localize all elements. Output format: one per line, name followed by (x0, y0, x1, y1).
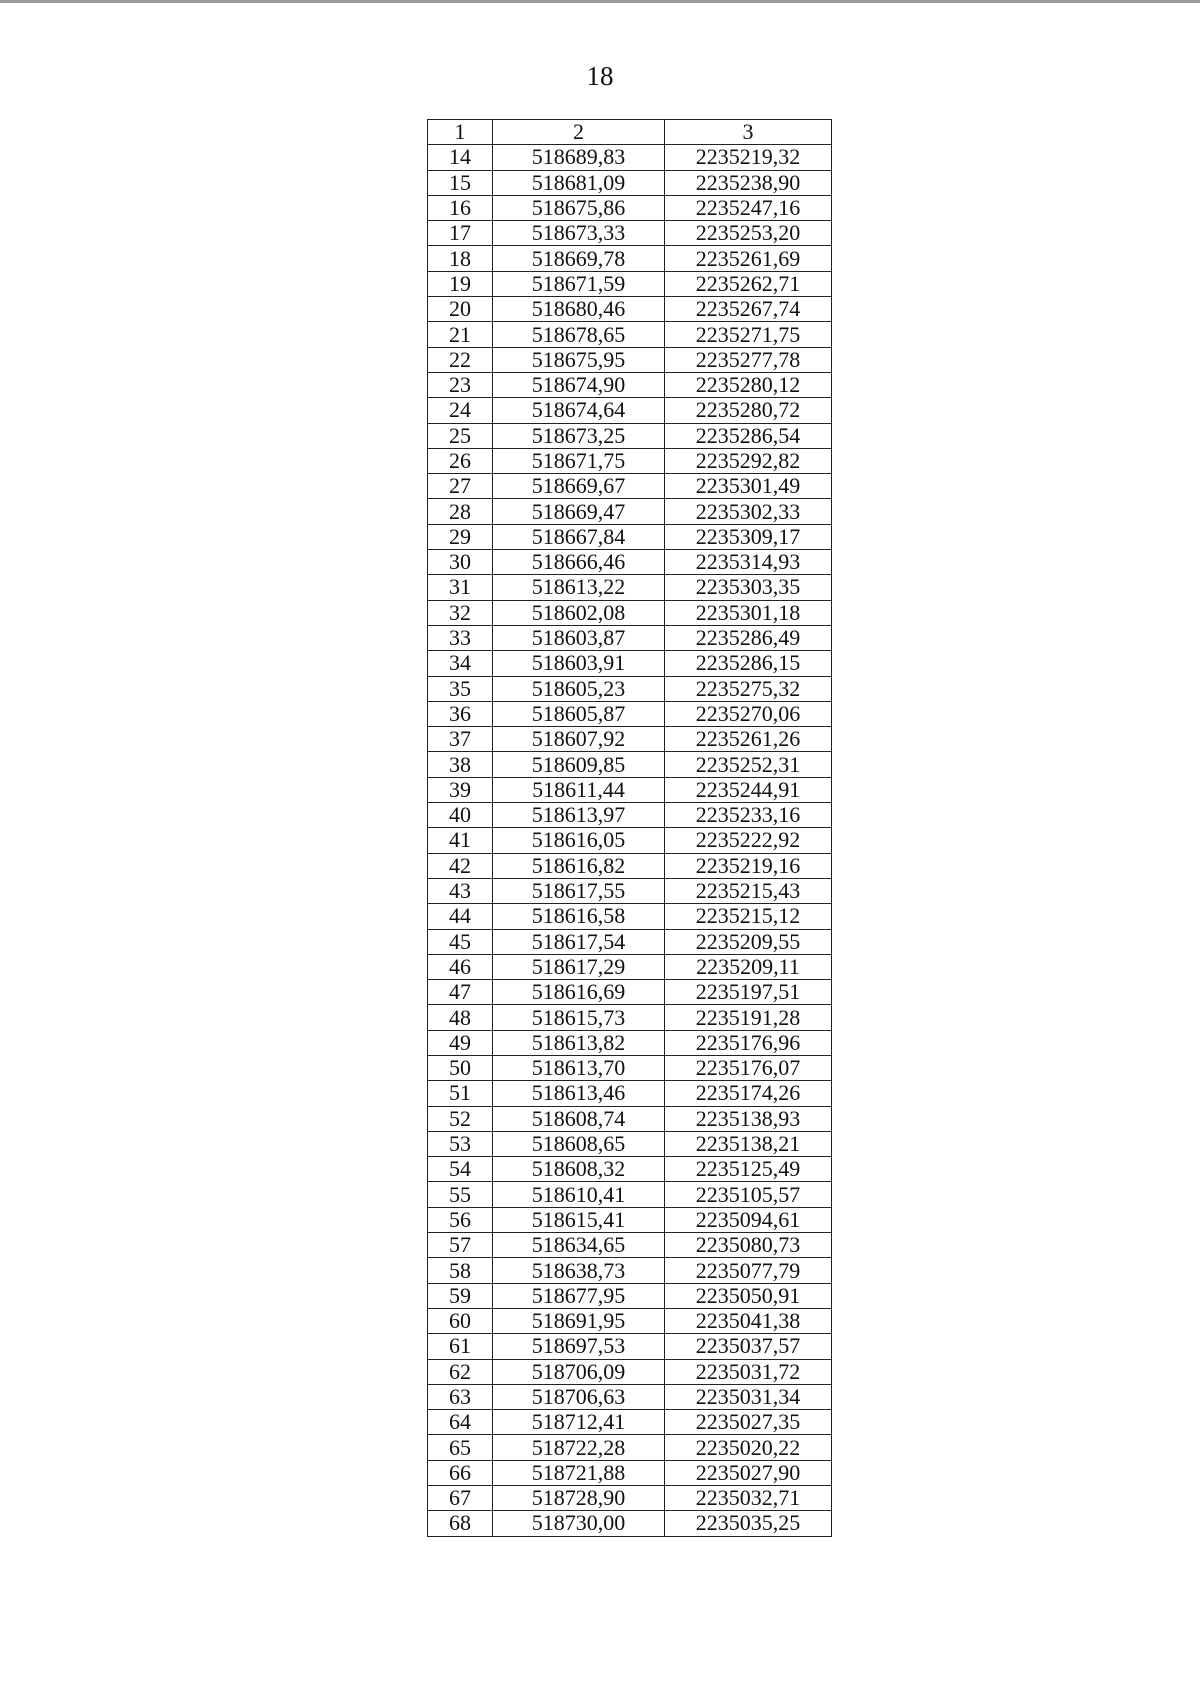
cell-y-coordinate: 2235238,90 (665, 170, 832, 195)
table-row (428, 1334, 832, 1359)
table-row (428, 676, 832, 701)
cell-x-coordinate: 518677,95 (493, 1283, 665, 1308)
cell-point-number: 19 (428, 271, 493, 296)
cell-point-number: 64 (428, 1410, 493, 1435)
cell-x-coordinate: 518613,82 (493, 1030, 665, 1055)
cell-y-coordinate: 2235244,91 (665, 777, 832, 802)
cell-point-number: 36 (428, 701, 493, 726)
page-number: 18 (586, 61, 614, 91)
cell-point-number: 46 (428, 954, 493, 979)
cell-x-coordinate: 518603,87 (493, 625, 665, 650)
table-row (428, 1030, 832, 1055)
table-row (428, 1081, 832, 1106)
cell-x-coordinate: 518680,46 (493, 297, 665, 322)
cell-y-coordinate: 2235197,51 (665, 980, 832, 1005)
cell-y-coordinate: 2235094,61 (665, 1207, 832, 1232)
table-row (428, 600, 832, 625)
cell-y-coordinate: 2235286,54 (665, 423, 832, 448)
table-header-row (428, 120, 832, 145)
cell-x-coordinate: 518669,67 (493, 474, 665, 499)
cell-y-coordinate: 2235027,35 (665, 1410, 832, 1435)
cell-y-coordinate: 2235031,72 (665, 1359, 832, 1384)
cell-y-coordinate: 2235222,92 (665, 828, 832, 853)
cell-point-number: 30 (428, 550, 493, 575)
cell-point-number: 32 (428, 600, 493, 625)
table-row (428, 1384, 832, 1409)
table-row (428, 170, 832, 195)
cell-y-coordinate: 2235080,73 (665, 1233, 832, 1258)
cell-x-coordinate: 518638,73 (493, 1258, 665, 1283)
cell-x-coordinate: 518608,74 (493, 1106, 665, 1131)
cell-x-coordinate: 518689,83 (493, 145, 665, 170)
cell-x-coordinate: 518691,95 (493, 1308, 665, 1333)
column-header-point-number: 1 (428, 120, 493, 145)
cell-y-coordinate: 2235252,31 (665, 752, 832, 777)
cell-point-number: 61 (428, 1334, 493, 1359)
table-row (428, 1486, 832, 1511)
cell-y-coordinate: 2235314,93 (665, 550, 832, 575)
cell-y-coordinate: 2235253,20 (665, 221, 832, 246)
cell-x-coordinate: 518681,09 (493, 170, 665, 195)
column-header-x-coordinate: 2 (493, 120, 665, 145)
cell-y-coordinate: 2235267,74 (665, 297, 832, 322)
cell-point-number: 34 (428, 651, 493, 676)
cell-x-coordinate: 518674,64 (493, 398, 665, 423)
cell-x-coordinate: 518615,41 (493, 1207, 665, 1232)
cell-y-coordinate: 2235035,25 (665, 1511, 832, 1536)
cell-point-number: 37 (428, 727, 493, 752)
table-row (428, 271, 832, 296)
table-row (428, 853, 832, 878)
table-row (428, 625, 832, 650)
cell-point-number: 18 (428, 246, 493, 271)
cell-y-coordinate: 2235277,78 (665, 347, 832, 372)
cell-x-coordinate: 518669,47 (493, 499, 665, 524)
cell-x-coordinate: 518616,05 (493, 828, 665, 853)
cell-x-coordinate: 518673,25 (493, 423, 665, 448)
cell-x-coordinate: 518611,44 (493, 777, 665, 802)
table-row (428, 1460, 832, 1485)
cell-point-number: 65 (428, 1435, 493, 1460)
cell-x-coordinate: 518730,00 (493, 1511, 665, 1536)
cell-point-number: 21 (428, 322, 493, 347)
cell-point-number: 51 (428, 1081, 493, 1106)
cell-x-coordinate: 518675,86 (493, 195, 665, 220)
cell-y-coordinate: 2235077,79 (665, 1258, 832, 1283)
cell-y-coordinate: 2235303,35 (665, 575, 832, 600)
cell-point-number: 27 (428, 474, 493, 499)
cell-x-coordinate: 518617,29 (493, 954, 665, 979)
cell-y-coordinate: 2235176,07 (665, 1055, 832, 1080)
cell-point-number: 44 (428, 904, 493, 929)
cell-point-number: 35 (428, 676, 493, 701)
table-row (428, 423, 832, 448)
cell-point-number: 40 (428, 803, 493, 828)
cell-y-coordinate: 2235275,32 (665, 676, 832, 701)
cell-x-coordinate: 518616,69 (493, 980, 665, 1005)
table-row (428, 1410, 832, 1435)
cell-point-number: 14 (428, 145, 493, 170)
table-row (428, 448, 832, 473)
cell-y-coordinate: 2235050,91 (665, 1283, 832, 1308)
table-row (428, 1005, 832, 1030)
coordinates-table (427, 119, 832, 1537)
table-row (428, 803, 832, 828)
cell-x-coordinate: 518610,41 (493, 1182, 665, 1207)
cell-point-number: 54 (428, 1157, 493, 1182)
cell-point-number: 25 (428, 423, 493, 448)
cell-point-number: 66 (428, 1460, 493, 1485)
cell-y-coordinate: 2235233,16 (665, 803, 832, 828)
cell-y-coordinate: 2235301,18 (665, 600, 832, 625)
cell-x-coordinate: 518706,63 (493, 1384, 665, 1409)
table-row (428, 246, 832, 271)
cell-point-number: 33 (428, 625, 493, 650)
cell-point-number: 38 (428, 752, 493, 777)
table-row (428, 1511, 832, 1536)
cell-y-coordinate: 2235286,15 (665, 651, 832, 676)
cell-x-coordinate: 518613,22 (493, 575, 665, 600)
table-row (428, 195, 832, 220)
cell-y-coordinate: 2235176,96 (665, 1030, 832, 1055)
table-row (428, 777, 832, 802)
table-row (428, 954, 832, 979)
table-row (428, 727, 832, 752)
cell-y-coordinate: 2235280,12 (665, 372, 832, 397)
cell-point-number: 58 (428, 1258, 493, 1283)
table-row (428, 297, 832, 322)
cell-y-coordinate: 2235138,21 (665, 1131, 832, 1156)
cell-y-coordinate: 2235125,49 (665, 1157, 832, 1182)
table-row (428, 878, 832, 903)
table-row (428, 1233, 832, 1258)
table-row (428, 1359, 832, 1384)
cell-y-coordinate: 2235041,38 (665, 1308, 832, 1333)
cell-y-coordinate: 2235309,17 (665, 524, 832, 549)
cell-point-number: 60 (428, 1308, 493, 1333)
page-top-edge (0, 0, 1200, 3)
cell-point-number: 23 (428, 372, 493, 397)
cell-x-coordinate: 518605,23 (493, 676, 665, 701)
cell-x-coordinate: 518615,73 (493, 1005, 665, 1030)
cell-y-coordinate: 2235138,93 (665, 1106, 832, 1131)
table-row (428, 322, 832, 347)
table-row (428, 1435, 832, 1460)
table-row (428, 752, 832, 777)
cell-point-number: 26 (428, 448, 493, 473)
cell-y-coordinate: 2235032,71 (665, 1486, 832, 1511)
table-row (428, 1106, 832, 1131)
cell-y-coordinate: 2235302,33 (665, 499, 832, 524)
cell-y-coordinate: 2235219,32 (665, 145, 832, 170)
cell-point-number: 29 (428, 524, 493, 549)
cell-x-coordinate: 518669,78 (493, 246, 665, 271)
cell-point-number: 39 (428, 777, 493, 802)
cell-x-coordinate: 518605,87 (493, 701, 665, 726)
cell-x-coordinate: 518607,92 (493, 727, 665, 752)
cell-x-coordinate: 518616,58 (493, 904, 665, 929)
cell-x-coordinate: 518617,54 (493, 929, 665, 954)
cell-point-number: 68 (428, 1511, 493, 1536)
cell-point-number: 28 (428, 499, 493, 524)
column-header-y-coordinate: 3 (665, 120, 832, 145)
cell-x-coordinate: 518613,46 (493, 1081, 665, 1106)
table-row (428, 474, 832, 499)
table-row (428, 1055, 832, 1080)
table-row (428, 398, 832, 423)
cell-point-number: 55 (428, 1182, 493, 1207)
cell-y-coordinate: 2235191,28 (665, 1005, 832, 1030)
table-row (428, 550, 832, 575)
cell-y-coordinate: 2235174,26 (665, 1081, 832, 1106)
cell-y-coordinate: 2235292,82 (665, 448, 832, 473)
cell-point-number: 47 (428, 980, 493, 1005)
cell-y-coordinate: 2235286,49 (665, 625, 832, 650)
cell-x-coordinate: 518678,65 (493, 322, 665, 347)
table-row (428, 1283, 832, 1308)
table-row (428, 980, 832, 1005)
cell-point-number: 49 (428, 1030, 493, 1055)
cell-x-coordinate: 518613,70 (493, 1055, 665, 1080)
cell-y-coordinate: 2235209,55 (665, 929, 832, 954)
cell-point-number: 52 (428, 1106, 493, 1131)
cell-y-coordinate: 2235247,16 (665, 195, 832, 220)
cell-y-coordinate: 2235262,71 (665, 271, 832, 296)
cell-y-coordinate: 2235270,06 (665, 701, 832, 726)
cell-y-coordinate: 2235027,90 (665, 1460, 832, 1485)
table-row (428, 1182, 832, 1207)
cell-point-number: 45 (428, 929, 493, 954)
cell-x-coordinate: 518613,97 (493, 803, 665, 828)
table-row (428, 524, 832, 549)
table-row (428, 1207, 832, 1232)
cell-x-coordinate: 518603,91 (493, 651, 665, 676)
cell-point-number: 41 (428, 828, 493, 853)
table-row (428, 904, 832, 929)
cell-x-coordinate: 518609,85 (493, 752, 665, 777)
cell-y-coordinate: 2235261,26 (665, 727, 832, 752)
cell-x-coordinate: 518602,08 (493, 600, 665, 625)
table-row (428, 1258, 832, 1283)
cell-point-number: 62 (428, 1359, 493, 1384)
cell-point-number: 17 (428, 221, 493, 246)
cell-x-coordinate: 518673,33 (493, 221, 665, 246)
cell-x-coordinate: 518674,90 (493, 372, 665, 397)
table-row (428, 701, 832, 726)
cell-y-coordinate: 2235219,16 (665, 853, 832, 878)
cell-x-coordinate: 518706,09 (493, 1359, 665, 1384)
table-row (428, 1157, 832, 1182)
cell-point-number: 16 (428, 195, 493, 220)
table-row (428, 372, 832, 397)
cell-y-coordinate: 2235301,49 (665, 474, 832, 499)
cell-x-coordinate: 518697,53 (493, 1334, 665, 1359)
cell-y-coordinate: 2235215,43 (665, 878, 832, 903)
cell-point-number: 22 (428, 347, 493, 372)
cell-point-number: 24 (428, 398, 493, 423)
cell-point-number: 42 (428, 853, 493, 878)
cell-y-coordinate: 2235105,57 (665, 1182, 832, 1207)
cell-y-coordinate: 2235209,11 (665, 954, 832, 979)
table-row (428, 929, 832, 954)
cell-x-coordinate: 518608,32 (493, 1157, 665, 1182)
cell-point-number: 53 (428, 1131, 493, 1156)
cell-x-coordinate: 518666,46 (493, 550, 665, 575)
cell-point-number: 57 (428, 1233, 493, 1258)
table-row (428, 145, 832, 170)
cell-point-number: 50 (428, 1055, 493, 1080)
table-body (428, 145, 832, 1536)
cell-y-coordinate: 2235271,75 (665, 322, 832, 347)
table-row (428, 1131, 832, 1156)
cell-x-coordinate: 518712,41 (493, 1410, 665, 1435)
cell-y-coordinate: 2235031,34 (665, 1384, 832, 1409)
table-row (428, 347, 832, 372)
cell-x-coordinate: 518608,65 (493, 1131, 665, 1156)
cell-y-coordinate: 2235261,69 (665, 246, 832, 271)
table-row (428, 221, 832, 246)
cell-x-coordinate: 518616,82 (493, 853, 665, 878)
cell-point-number: 59 (428, 1283, 493, 1308)
cell-y-coordinate: 2235037,57 (665, 1334, 832, 1359)
cell-x-coordinate: 518671,59 (493, 271, 665, 296)
cell-point-number: 67 (428, 1486, 493, 1511)
table-row (428, 651, 832, 676)
cell-y-coordinate: 2235280,72 (665, 398, 832, 423)
cell-x-coordinate: 518728,90 (493, 1486, 665, 1511)
cell-x-coordinate: 518667,84 (493, 524, 665, 549)
cell-point-number: 15 (428, 170, 493, 195)
cell-point-number: 20 (428, 297, 493, 322)
cell-point-number: 43 (428, 878, 493, 903)
cell-x-coordinate: 518671,75 (493, 448, 665, 473)
cell-point-number: 48 (428, 1005, 493, 1030)
cell-x-coordinate: 518675,95 (493, 347, 665, 372)
cell-x-coordinate: 518722,28 (493, 1435, 665, 1460)
table-row (428, 828, 832, 853)
cell-y-coordinate: 2235215,12 (665, 904, 832, 929)
table-row (428, 499, 832, 524)
cell-x-coordinate: 518721,88 (493, 1460, 665, 1485)
cell-x-coordinate: 518617,55 (493, 878, 665, 903)
cell-x-coordinate: 518634,65 (493, 1233, 665, 1258)
cell-point-number: 56 (428, 1207, 493, 1232)
table-row (428, 1308, 832, 1333)
cell-y-coordinate: 2235020,22 (665, 1435, 832, 1460)
cell-point-number: 31 (428, 575, 493, 600)
cell-point-number: 63 (428, 1384, 493, 1409)
table-row (428, 575, 832, 600)
